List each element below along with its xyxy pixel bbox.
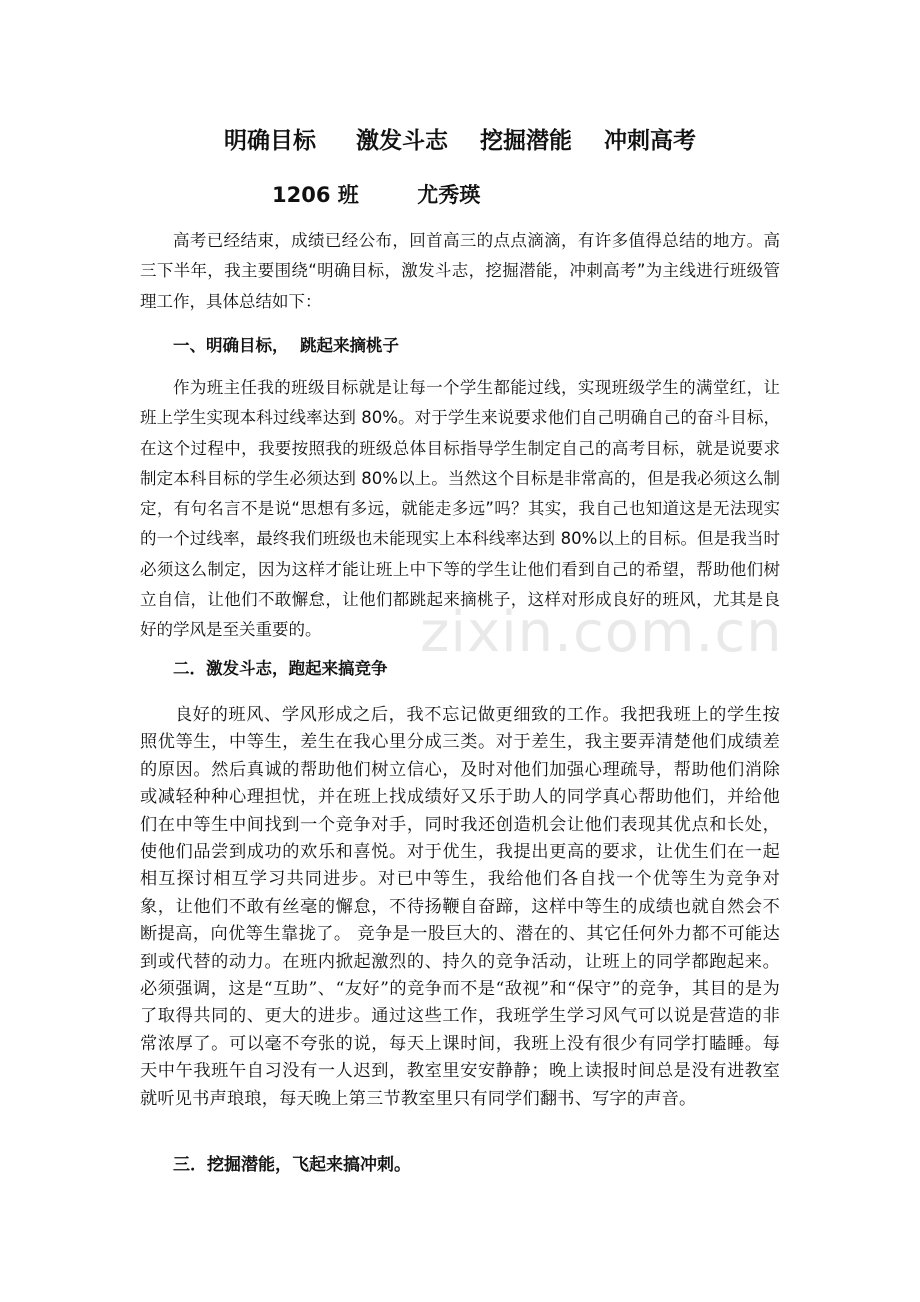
- section2-paragraph: 良好的班风、学风形成之后，我不忘记做更细致的工作。我把我班上的学生按照优等生，中等生，差生在我心里分成三类。对于差生，我主要弄清楚他们成绩差的原因。然后真诚的帮助他们树立信心，及时对他们加强心理疏导，帮助他们消除或减轻种种心理担忧，并在班上找成绩好又乐于助人的同学真心帮助他们，并给他们在中等生中间找到一个竞争对手，同时我还创造机会让他们表现其优点和长处，使他们品尝到成功的欢乐和喜悦。对于优生，我提出更高的要求，让优生们在一起相互探讨相互学习共同进步。对已中等生，我给他们各自找一个优等生为竞争对象，让他们不敢有丝毫的懈怠，不待扬鞭自奋蹄，这样中等生的成绩也就自然会不断提高，向优等生靠拢了。 竞争是一股巨大的、潜在的、其它任何外力都不可能达到或代替的动力。在班内掀起激烈的、持久的竞争活动，让班上的同学都跑起来。必须强调，这是“互助”、“友好”的竞争而不是“敌视”和“保守”的竞争，其目的是为了取得共同的、更大的进步。通过这些工作，我班学生学习风气可以说是营造的非常浓厚了。可以毫不夸张的说，每天上课时间，我班上没有很少有同学打瞌睡。每天中午我班午自习没有一人迟到，教室里安安静静；晚上读报时间总是没有进教室就听见书声琅琅，每天晚上第三节教室里只有同学们翻书、写字的声音。: [140, 705, 780, 1109]
- section3-heading: 三．挖掘潜能，飞起来搞冲刺。: [173, 1155, 411, 1175]
- intro-paragraph-block: [140, 226, 780, 317]
- intro-paragraph: 高考已经结束，成绩已经公布，回首高三的点点滴滴，有许多值得总结的地方。高三下半年，我主要围绕“明确目标，激发斗志，挖掘潜能，冲刺高考”为主线进行班级管理工作，具体总结如下：: [140, 231, 780, 311]
- section2-body-block: [140, 702, 780, 1113]
- watermark: zixin.com.cn: [420, 600, 783, 665]
- section1-heading: 一、明确目标， 跳起来摘桃子: [173, 336, 399, 355]
- document-title: 明确目标 激发斗志 挖掘潜能 冲刺高考: [223, 128, 697, 154]
- document-byline: 1206 班 尤秀瑛: [272, 183, 481, 207]
- section2-heading: 二．激发斗志，跑起来搞竞争: [173, 659, 388, 678]
- section1-paragraph: 作为班主任我的班级目标就是让每一个学生都能过线，实现班级学生的满堂红，让班上学生实现本科过线率达到 80%。对于学生来说要求他们自己明确自己的奋斗目标，在这个过程中，我要按照我的班级总体目标指导学生制定自己的高考目标，就是说要求制定本科目标的学生必须达到 80%以上。当然这个目标是非常高的，但是我必须这么制定，有句名言不是说“思想有多远，就能走多远”吗？其实，我自己也知道这是无法现实的一个过线率，最终我们班级也未能现实上本科线率达到 80%以上的目标。但是我当时必须这么制定，因为这样才能让班上中下等的学生让他们看到自己的希望，帮助他们树立自信，让他们不敢懈怠，让他们都跳起来摘桃子，这样对形成良好的班风，尤其是良好的学风是至关重要的。: [140, 378, 780, 640]
